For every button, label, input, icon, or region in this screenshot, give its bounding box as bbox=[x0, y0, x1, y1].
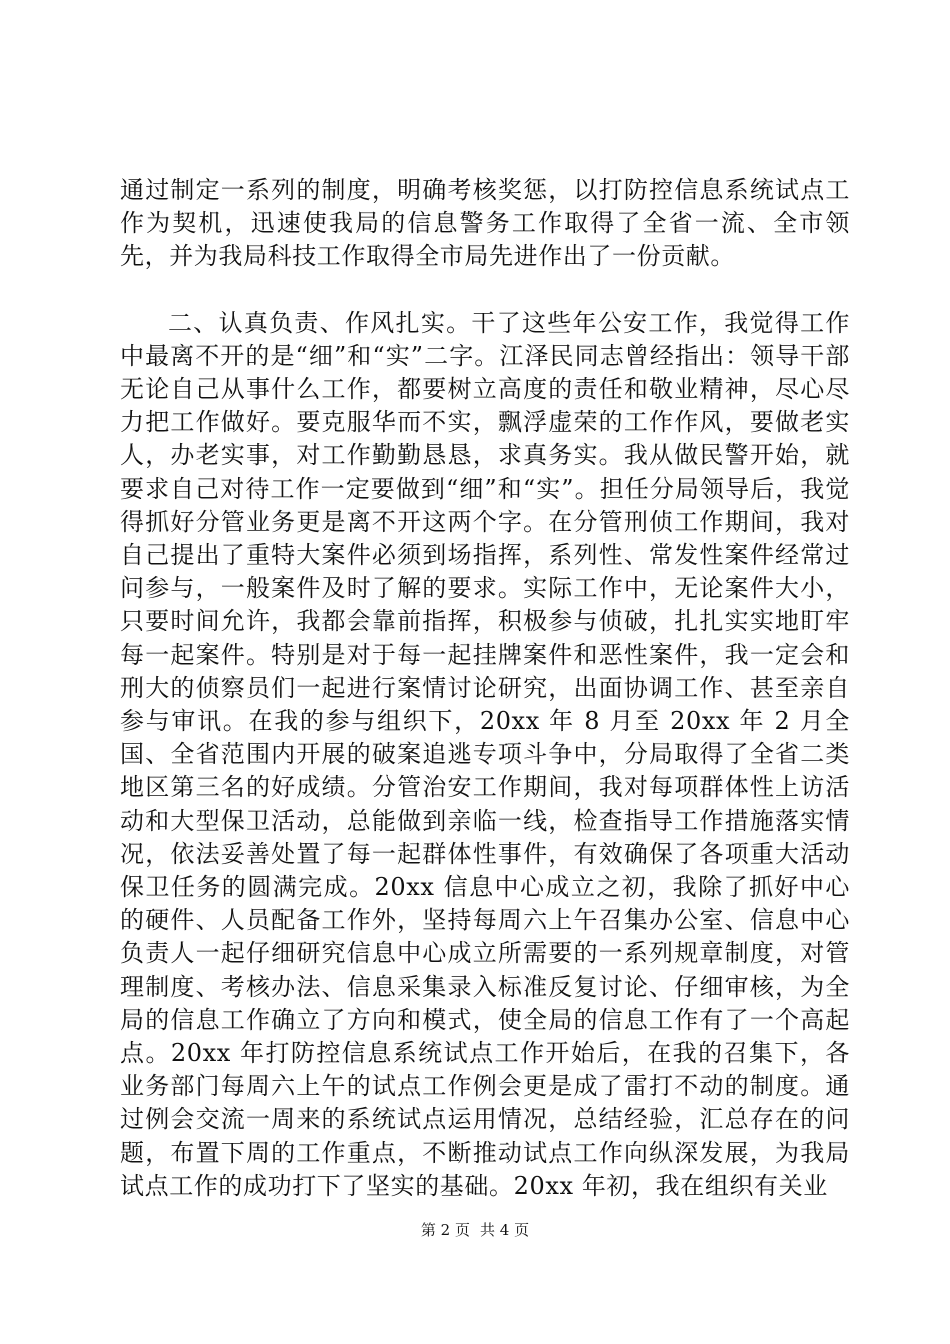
page-total: 共 4 页 bbox=[480, 1221, 530, 1239]
page-number: 第 2 页 bbox=[420, 1221, 470, 1239]
document-body bbox=[120, 174, 850, 1203]
page-footer bbox=[0, 1219, 950, 1241]
paragraph-section-two: 二、认真负责、作风扎实。干了这些年公安工作，我觉得工作中最离不开的是“细”和“实”二字。江泽民同志曾经指出：领导干部无论自己从事什么工作，都要树立高度的责任和敬业精神，尽心尽力把工作做好。要克服华而不实，飘浮虚荣的工作作风，要做老实人，办老实事，对工作勤勤恳恳，求真务实。我从做民警开始，就要求自己对待工作一定要做到“细”和“实”。担任分局领导后，我觉得抓好分管业务更是离不开这两个字。在分管刑侦工作期间，我对自己提出了重特大案件必须到场指挥，系列性、常发性案件经常过问参与，一般案件及时了解的要求。实际工作中，无论案件大小，只要时间允许，我都会靠前指挥，积极参与侦破，扎扎实实地盯牢每一起案件。特别是对于每一起挂牌案件和恶性案件，我一定会和刑大的侦察员们一起进行案情讨论研究，出面协调工作、甚至亲自参与审讯。在我的参与组织下，20xx 年 8 月至 20xx 年 2 月全国、全省范围内开展的破案追逃专项斗争中，分局取得了全省二类地区第三名的好成绩。分管治安工作期间，我对每项群体性上访活动和大型保卫活动，总能做到亲临一线，检查指导工作措施落实情况，依法妥善处置了每一起群体性事件，有效确保了各项重大活动保卫任务的圆满完成。20xx 信息中心成立之初，我除了抓好中心的硬件、人员配备工作外，坚持每周六上午召集办公室、信息中心负责人一起仔细研究信息中心成立所需要的一系列规章制度，对管理制度、考核办法、信息采集录入标准反复讨论、仔细审核，为全局的信息工作确立了方向和模式，使全局的信息工作有了一个高起点。20xx 年打防控信息系统试点工作开始后，在我的召集下，各业务部门每周六上午的试点工作例会更是成了雷打不动的制度。通过例会交流一周来的系统试点运用情况，总结经验，汇总存在的问题，布置下周的工作重点，不断推动试点工作向纵深发展，为我局试点工作的成功打下了坚实的基础。20xx 年初，我在组织有关业 bbox=[120, 308, 850, 1200]
paragraph-continuation: 通过制定一系列的制度，明确考核奖惩，以打防控信息系统试点工作为契机，迅速使我局的信息警务工作取得了全省一流、全市领先，并为我局科技工作取得全市局先进作出了一份贡献。 bbox=[120, 176, 850, 271]
